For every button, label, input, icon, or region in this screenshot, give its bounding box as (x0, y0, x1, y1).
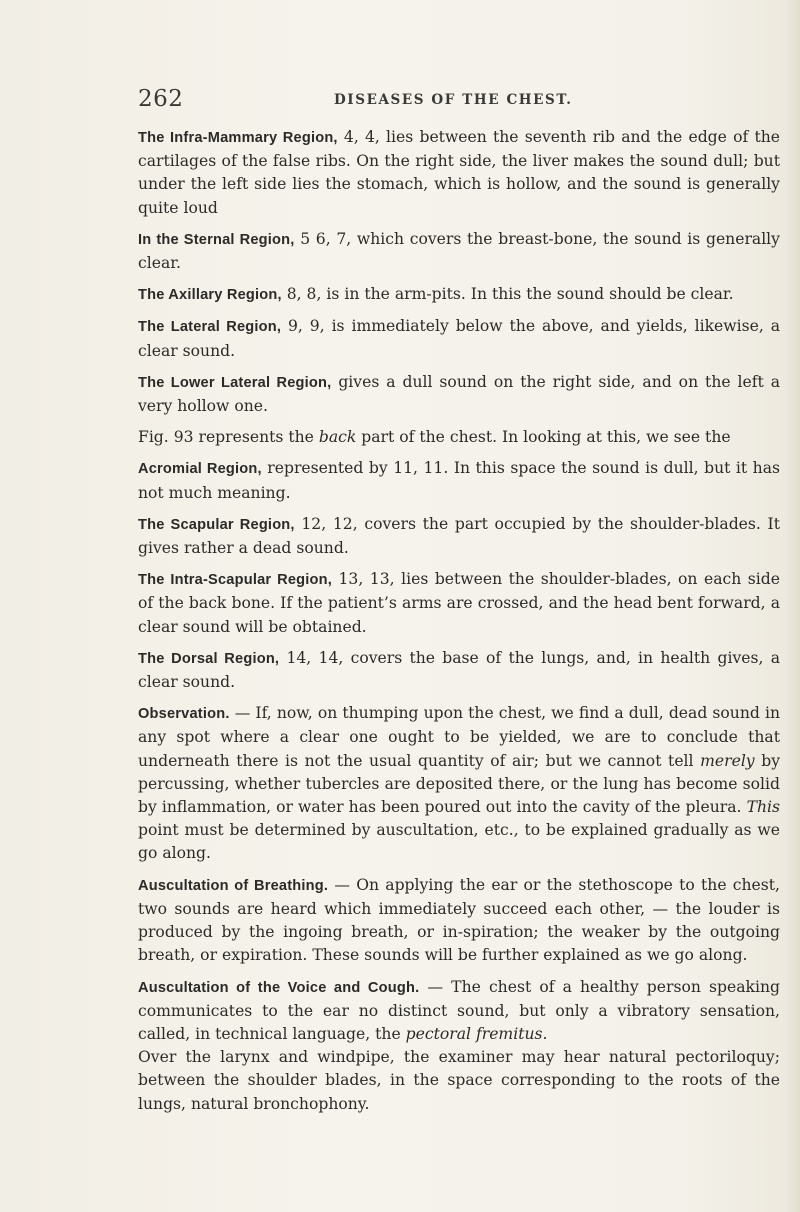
emphasis-text: merely (700, 751, 755, 770)
paragraph-text: — The chest of a healthy person speaking communicates to the ear no distinct sound, but only a vibratory sensation, called, in technical language, the (138, 977, 780, 1043)
paragraph-lead: The Intra-Scapular Region, (138, 572, 332, 589)
paragraph-text: gives a dull sound on the right side, and on the left a very hollow one. (138, 372, 781, 416)
paragraph-text: — On applying the ear or the stethoscope to the chest, two sounds are heard which immediately succeed each other, — the louder is produced by the ingoing breath, or in-spiration; the weaker by the outgoing breath, or expiration. These sounds will be further explained as we go along. (138, 875, 780, 965)
paragraph-lead: Auscultation of Breathing. (138, 877, 329, 894)
paragraph-text: 13, 13, lies between the shoulder-blades, on each side of the back bone. If the patient’s arms are crossed, and the head bent forward, a clear sound will be obtained. (138, 570, 780, 636)
emphasis-text: This (746, 798, 780, 817)
paragraph-text: 9, 9, is immediately below the above, and yields, likewise, a clear sound. (138, 317, 780, 360)
paragraph-text: 12, 12, covers the part occupied by the shoulder-blades. It gives rather a dead sound. (138, 514, 780, 558)
paragraph-dorsal (138, 647, 780, 694)
paragraph-lead: Observation. (138, 706, 230, 723)
paragraph-text-after: by percussing, whether tubercles are deposited there, or the lung has become solid by inflammation, or water has been poured out into the cavity of the pleura. (138, 751, 781, 817)
paragraph-text: represented by 11, 11. In this space the sound is dull, but it has not much meaning. (138, 459, 780, 502)
paragraph-sternal (138, 228, 780, 275)
paragraph-lateral (138, 315, 780, 362)
paragraph-acromial (138, 457, 780, 504)
paragraph-text: 4, 4, lies between the seventh rib and the edge of the cartilages of the false ribs. On the right side, the liver makes the sound dull; but under the left side lies the stomach, which is hollow, and the sound is generally quite loud (138, 128, 781, 217)
paragraph-text: 14, 14, covers the base of the lungs, and, in health gives, a clear sound. (138, 648, 780, 692)
paragraph-infra-mammary (138, 126, 780, 220)
paragraph-text: 8, 8, is in the arm-pits. In this the sound should be clear. (281, 285, 734, 304)
paragraph-lead: Acromial Region, (138, 461, 262, 478)
paragraph-lead: The Scapular Region, (138, 516, 295, 533)
emphasis-text: back (318, 428, 357, 447)
paragraph-lead: The Lateral Region, (138, 319, 282, 336)
paragraph-auscultation-breathing (138, 874, 780, 968)
running-title: DISEASES OF THE CHEST. (334, 92, 573, 108)
paragraph-lower-lateral (138, 371, 780, 418)
running-head (138, 86, 778, 116)
page-edge-shadow (786, 0, 800, 1212)
paragraph-intra-scapular (138, 568, 780, 639)
paragraph-lead: Auscultation of the Voice and Cough. (138, 979, 420, 996)
paragraph-observation (138, 702, 780, 865)
paragraph-text-after: point must be determined by auscultation, etc., to be explained gradually as we go along. (138, 821, 780, 863)
paragraph-scapular (138, 513, 780, 560)
paragraph-text-after: part of the chest. In looking at this, we see the (356, 428, 731, 447)
emphasis-text: pectoral fremitus. (405, 1024, 548, 1043)
paragraph-lead: The Infra-Mammary Region, (138, 130, 338, 146)
paragraph-lead: The Lower Lateral Region, (138, 374, 332, 391)
paragraph-text: Fig. 93 represents the (138, 428, 319, 447)
body-text (138, 126, 780, 1124)
paragraph-text: — If, now, on thumping upon the chest, we find a dull, dead sound in any spot where a clear one ought to be yielded, we are to conclude that underneath there is not the usual quantity of air; but we cannot tell (138, 704, 780, 770)
paragraph-text: Over the larynx and windpipe, the examiner may hear natural pectoriloquy; between the shoulder blades, in the space corresponding to the roots of the lungs, natural bronchophony. (138, 1048, 780, 1113)
paragraph-lead: The Dorsal Region, (138, 650, 280, 667)
page-number: 262 (138, 86, 184, 112)
paragraph-auscultation-voice (138, 976, 780, 1047)
paragraph-axillary (138, 283, 780, 307)
paragraph-fig-93 (138, 426, 780, 449)
paragraph-larynx (138, 1046, 780, 1116)
paragraph-lead: The Axillary Region, (138, 287, 282, 304)
paragraph-text: 5 6, 7, which covers the breast-bone, the sound is generally clear. (138, 229, 780, 273)
paragraph-lead: In the Sternal Region, (138, 231, 295, 248)
